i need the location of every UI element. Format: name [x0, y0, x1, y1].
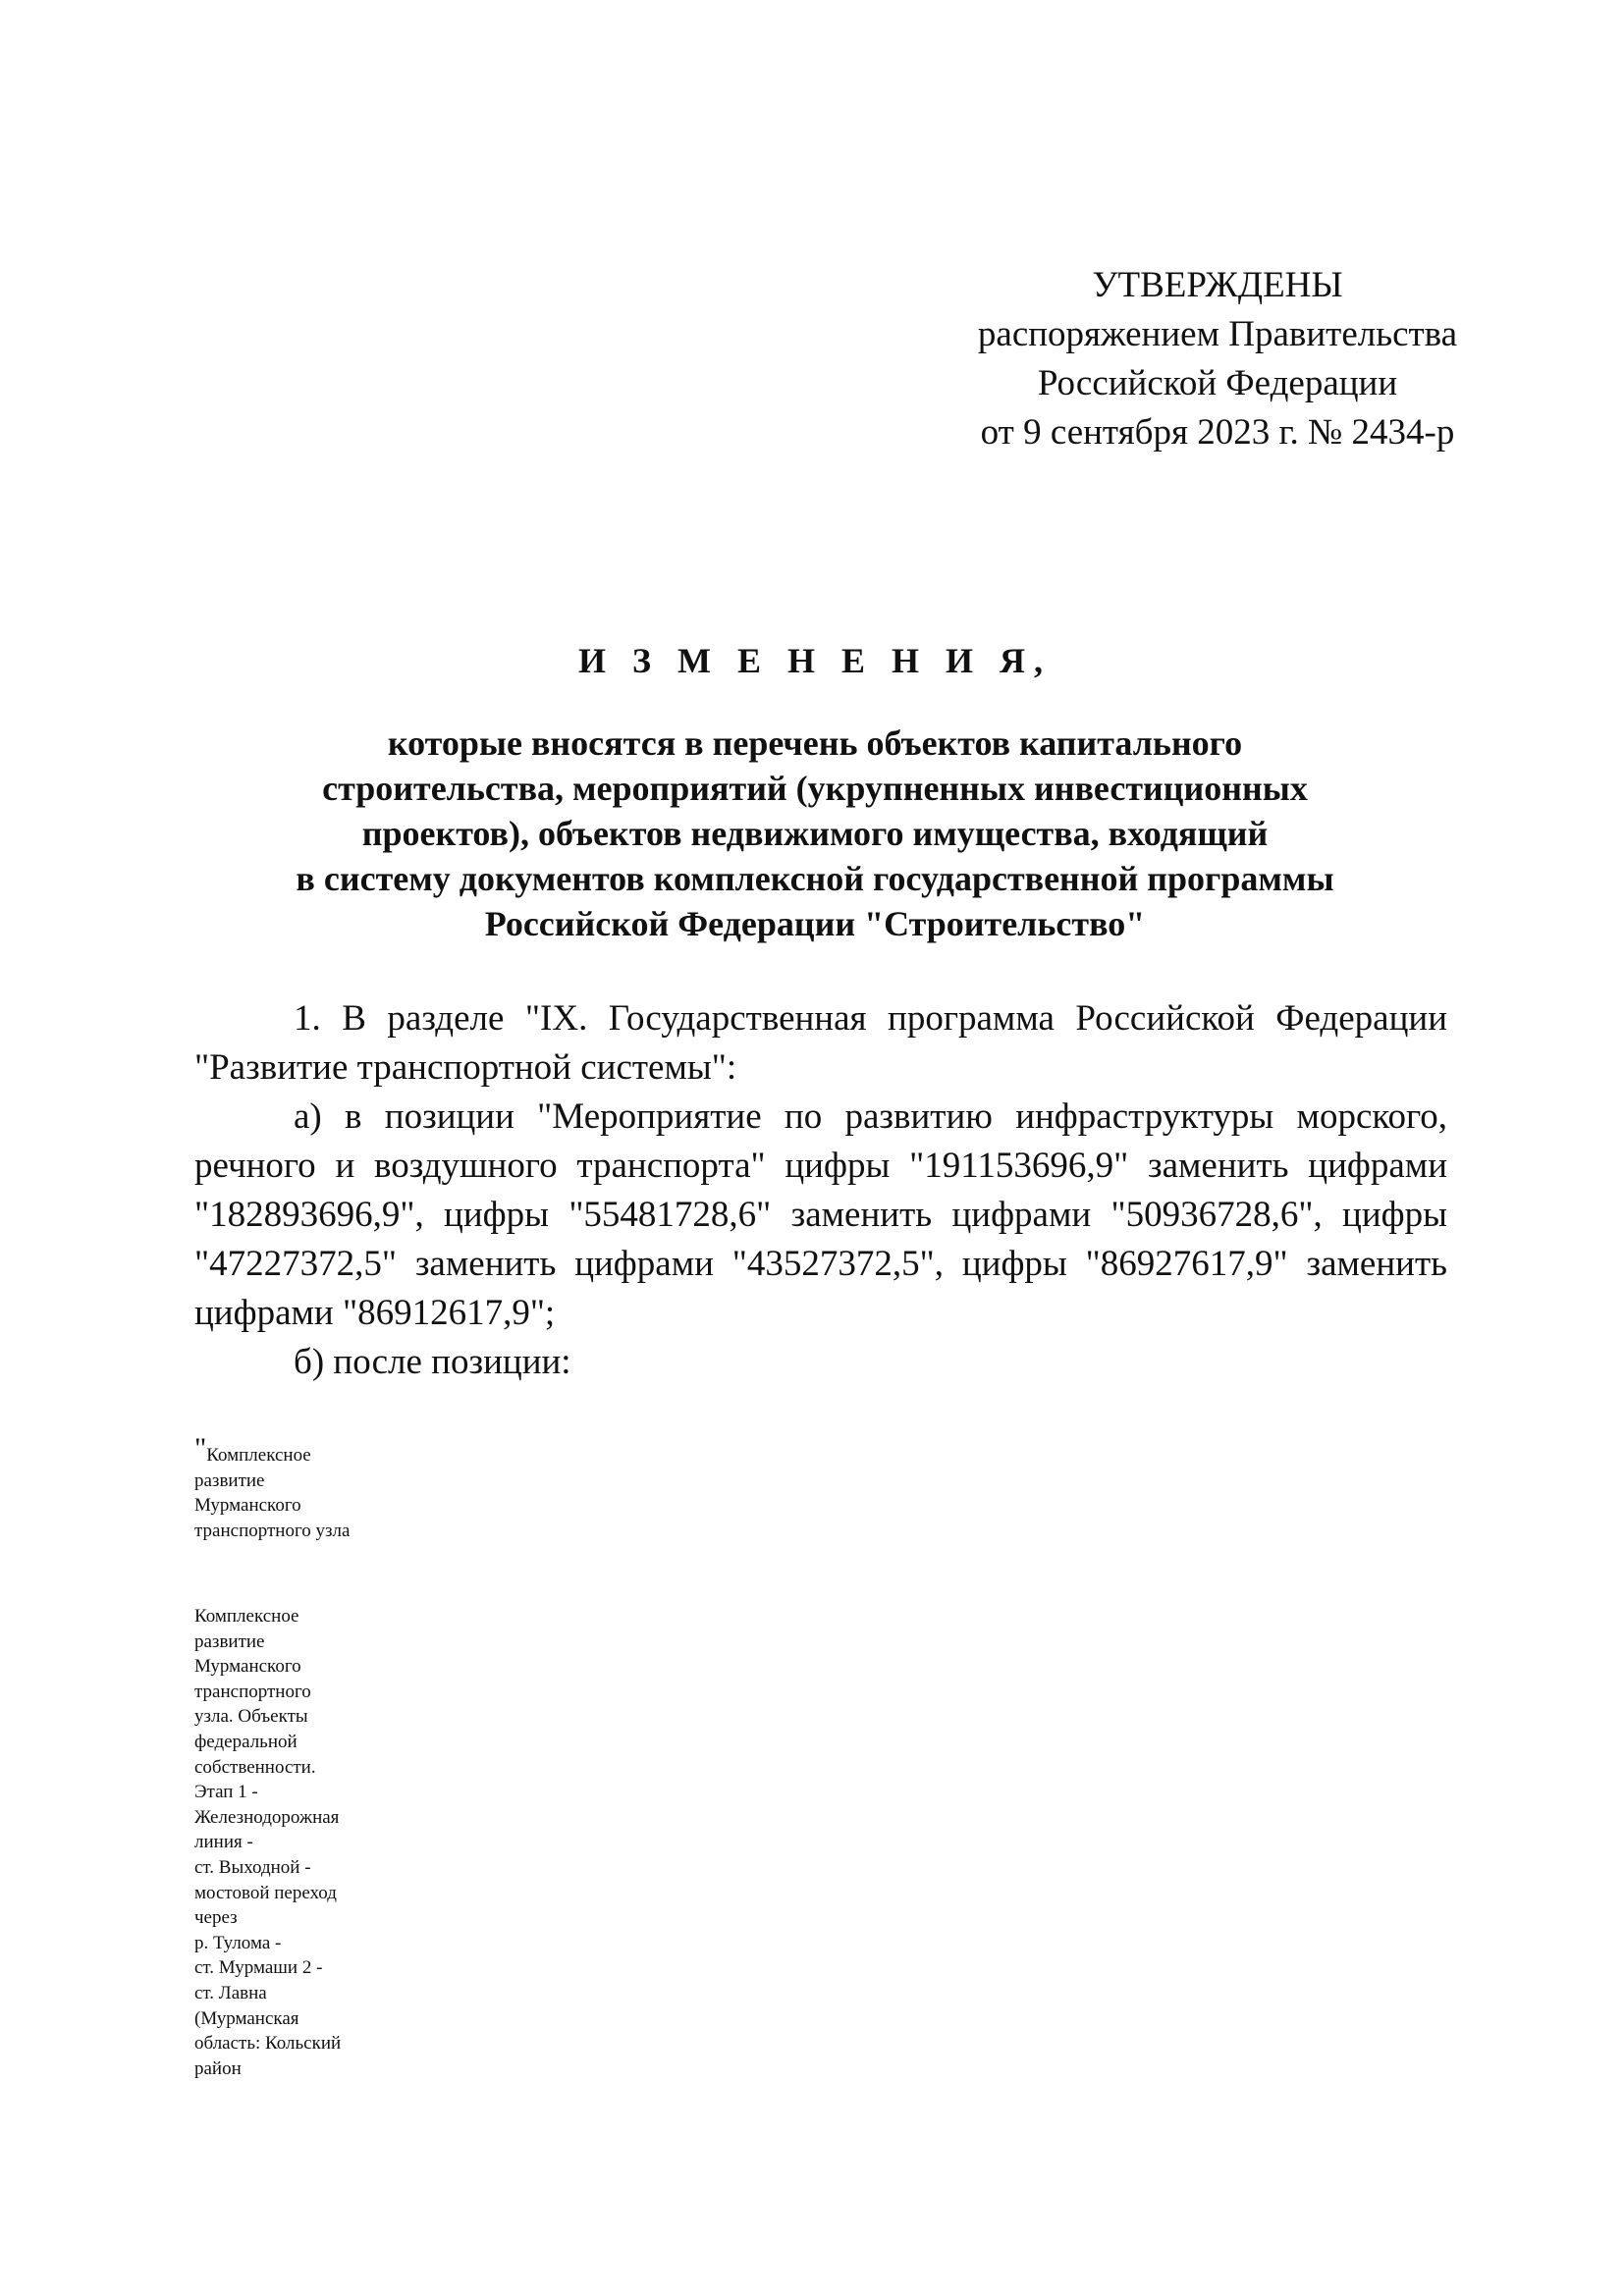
- fragment-line: узла. Объекты: [194, 1706, 308, 1728]
- subtitle-line: проектов), объектов недвижимого имущества, входящий: [361, 814, 1269, 853]
- paragraph-b: б) после позиции:: [294, 1342, 571, 1382]
- fragment-line: Комплексное: [194, 1606, 299, 1627]
- fragment-line: Этап 1 -: [194, 1782, 258, 1803]
- paragraph-1: 1. В разделе "IX. Государственная программа Российской Федерации "Развитие транспортной системы":: [194, 998, 1447, 1088]
- subtitle-line: строительства, мероприятий (укрупненных инвестиционных: [322, 769, 1308, 808]
- fragment-line: Железнодорожная: [194, 1806, 340, 1828]
- table-fragment-object: [194, 1604, 341, 2081]
- fragment-line: федеральной: [194, 1731, 298, 1752]
- approval-line: распоряжением Правительства: [977, 314, 1458, 354]
- opening-quote: ": [194, 1432, 207, 1465]
- subtitle-line: которые вносятся в перечень объектов капитального: [387, 723, 1243, 763]
- fragment-line: транспортного узла: [194, 1520, 351, 1541]
- approval-heading: УТВЕРЖДЕНЫ: [1092, 265, 1343, 305]
- fragment-line: собственности.: [194, 1756, 316, 1778]
- fragment-line: район: [194, 2057, 242, 2079]
- approval-line: Российской Федерации: [1037, 363, 1398, 403]
- fragment-line: ст. Выходной -: [194, 1856, 311, 1878]
- fragment-line: ст. Лавна: [194, 1982, 267, 2003]
- table-fragment-position: [194, 1432, 351, 1543]
- approval-date-line: от 9 сентября 2023 г. № 2434-р: [980, 412, 1455, 453]
- fragment-line: через: [194, 1907, 238, 1929]
- document-title: [177, 638, 1453, 946]
- fragment-text: Комплексное: [206, 1445, 311, 1466]
- fragment-line: р. Тулома -: [194, 1932, 282, 1953]
- fragment-line: ст. Мурмаши 2 -: [194, 1957, 323, 1979]
- approval-stamp: [884, 261, 1551, 457]
- fragment-line: [194, 1432, 350, 1468]
- subtitle-line: в систему документов комплексной государственной программы: [296, 859, 1334, 898]
- paragraph-a: а) в позиции "Мероприятие по развитию инфраструктуры морского, речного и воздушного транспорта" цифры "191153696,9" заменить цифрами "182893696,9", цифры "55481728,6" заменить цифрами "50936728,6", цифры "47227372,5" заменить цифрами "43527372,5", цифры "86927617,9" заменить цифрами "86912617,9";: [194, 1096, 1447, 1333]
- subtitle-line: Российской Федерации "Строительство": [484, 904, 1146, 943]
- fragment-line: область: Кольский: [194, 2033, 342, 2055]
- fragment-line: развитие: [194, 1630, 265, 1652]
- title-caps: И З М Е Н Е Н И Я,: [577, 641, 1052, 680]
- fragment-line: развитие: [194, 1469, 265, 1491]
- fragment-line: Мурманского: [194, 1495, 301, 1517]
- title-subtitle: [177, 721, 1453, 946]
- document-body: [194, 994, 1447, 1387]
- fragment-line: мостовой переход: [194, 1882, 337, 1903]
- fragment-line: транспортного: [194, 1681, 311, 1702]
- fragment-line: (Мурманская: [194, 2007, 299, 2029]
- fragment-line: линия -: [194, 1832, 253, 1853]
- fragment-line: Мурманского: [194, 1656, 301, 1678]
